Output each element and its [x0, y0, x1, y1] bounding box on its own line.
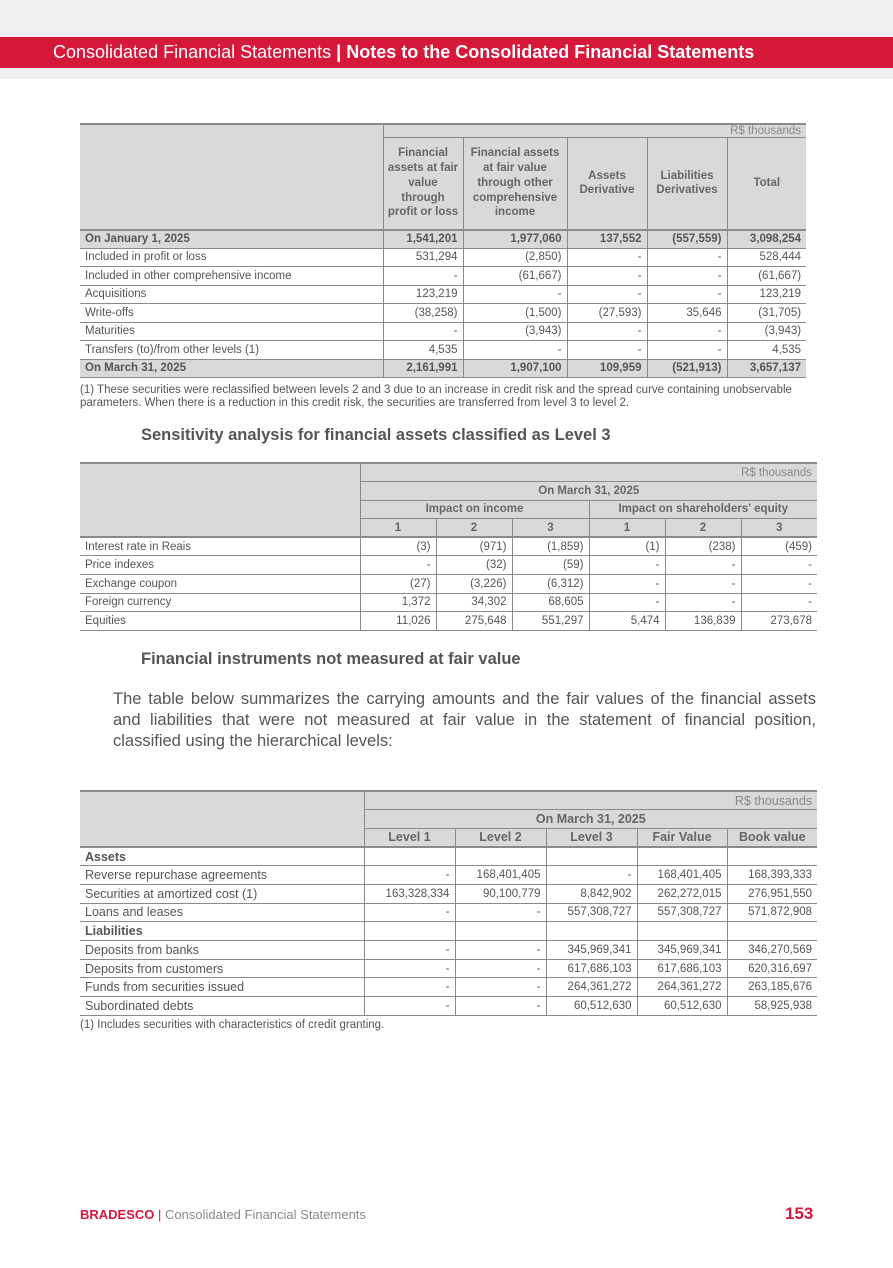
- table-corner: [80, 124, 383, 230]
- row-label: Assets: [80, 847, 364, 866]
- unit-label: R$ thousands: [383, 124, 806, 138]
- cell-value: 168,393,333: [727, 866, 817, 885]
- unit-label: R$ thousands: [364, 791, 817, 810]
- cell-value: -: [360, 556, 436, 575]
- cell-value: (59): [512, 556, 589, 575]
- cell-value: -: [741, 556, 817, 575]
- row-label: Write-offs: [80, 304, 383, 323]
- cell-value: 557,308,727: [546, 903, 637, 922]
- period-header: On March 31, 2025: [364, 810, 817, 829]
- header-separator: |: [331, 42, 347, 62]
- cell-value: -: [647, 248, 727, 267]
- cell-value: 168,401,405: [455, 866, 546, 885]
- cell-value: 163,328,334: [364, 884, 455, 903]
- footer-text: Consolidated Financial Statements: [165, 1207, 366, 1222]
- cell-value: [546, 847, 637, 866]
- sensitivity-table: [80, 462, 817, 631]
- table-row: [80, 537, 817, 556]
- footer-brand: BRADESCO: [80, 1207, 155, 1222]
- header-title: Consolidated Financial Statements: [53, 42, 332, 62]
- cell-value: [727, 922, 817, 941]
- cell-value: -: [647, 341, 727, 360]
- table-row: [80, 304, 806, 323]
- row-label: Deposits from banks: [80, 941, 364, 960]
- table-row: [80, 884, 817, 903]
- column-header: Level 1: [364, 828, 455, 847]
- cell-value: -: [364, 997, 455, 1016]
- table-row: [80, 267, 806, 286]
- cell-value: 276,951,550: [727, 884, 817, 903]
- cell-value: (521,913): [647, 359, 727, 378]
- cell-value: 345,969,341: [546, 941, 637, 960]
- cell-value: (3,943): [727, 322, 806, 341]
- cell-value: [637, 922, 727, 941]
- cell-value: (1): [589, 537, 665, 556]
- cell-value: -: [589, 556, 665, 575]
- table-row: [80, 575, 817, 594]
- cell-value: -: [455, 903, 546, 922]
- row-label: Transfers (to)/from other levels (1): [80, 341, 383, 360]
- period-header: On March 31, 2025: [360, 482, 817, 501]
- table-row: [80, 612, 817, 631]
- cell-value: 1,977,060: [463, 230, 567, 249]
- row-label: On January 1, 2025: [80, 230, 383, 249]
- section-paragraph: The table below summarizes the carrying amounts and the fair values of the financial assets and liabilities that were not measured at fair value in the statement of financial position, classified using the hierarchical levels:: [113, 690, 816, 750]
- row-label: On March 31, 2025: [80, 359, 383, 378]
- table-row: [80, 285, 806, 304]
- column-header: Financial assets at fair value through other comprehensive income: [463, 138, 567, 230]
- row-label: Exchange coupon: [80, 575, 360, 594]
- cell-value: 3,098,254: [727, 230, 806, 249]
- cell-value: (31,705): [727, 304, 806, 323]
- table-row: [80, 903, 817, 922]
- footer-separator: |: [154, 1207, 166, 1222]
- cell-value: -: [567, 248, 647, 267]
- cell-value: -: [364, 941, 455, 960]
- group-header-income: Impact on income: [360, 500, 589, 519]
- table-row: [80, 866, 817, 885]
- cell-value: -: [647, 285, 727, 304]
- cell-value: (61,667): [463, 267, 567, 286]
- row-label: Reverse repurchase agreements: [80, 866, 364, 885]
- cell-value: (6,312): [512, 575, 589, 594]
- cell-value: -: [364, 903, 455, 922]
- cell-value: -: [567, 267, 647, 286]
- cell-value: [455, 922, 546, 941]
- row-label: Liabilities: [80, 922, 364, 941]
- cell-value: 264,361,272: [546, 978, 637, 997]
- table-row: [80, 556, 817, 575]
- scenario-header: 3: [741, 519, 817, 538]
- scenario-header: 2: [436, 519, 512, 538]
- unit-label: R$ thousands: [360, 463, 817, 482]
- cell-value: -: [647, 267, 727, 286]
- footer: [80, 1207, 366, 1222]
- cell-value: 346,270,569: [727, 941, 817, 960]
- section-title: Financial instruments not measured at fair value: [141, 650, 521, 668]
- cell-value: -: [455, 978, 546, 997]
- scenario-header: 1: [360, 519, 436, 538]
- cell-value: -: [589, 575, 665, 594]
- cell-value: -: [364, 866, 455, 885]
- cell-value: (3,943): [463, 322, 567, 341]
- row-label: Securities at amortized cost (1): [80, 884, 364, 903]
- column-header: Level 3: [546, 828, 637, 847]
- table-row: [80, 941, 817, 960]
- page-number: 153: [785, 1204, 814, 1223]
- section-title: Sensitivity analysis for financial assets classified as Level 3: [141, 426, 611, 444]
- row-label: Maturities: [80, 322, 383, 341]
- cell-value: -: [463, 341, 567, 360]
- cell-value: 60,512,630: [637, 997, 727, 1016]
- page-header: [0, 37, 893, 68]
- group-header-equity: Impact on shareholders' equity: [589, 500, 817, 519]
- cell-value: (61,667): [727, 267, 806, 286]
- column-header: Total: [727, 138, 806, 230]
- table1-footnote: (1) These securities were reclassified between levels 2 and 3 due to an increase in credit risk and the spread curve containing unobservable parameters. When there is a reduction in this credit risk, the securities are transferred from level 3 to level 2.: [80, 384, 792, 409]
- table-corner: [80, 791, 364, 847]
- cell-value: 1,907,100: [463, 359, 567, 378]
- cell-value: -: [455, 959, 546, 978]
- cell-value: (557,559): [647, 230, 727, 249]
- cell-value: (238): [665, 537, 741, 556]
- cell-value: (1,859): [512, 537, 589, 556]
- column-header: Level 2: [455, 828, 546, 847]
- cell-value: (3,226): [436, 575, 512, 594]
- cell-value: 528,444: [727, 248, 806, 267]
- cell-value: 136,839: [665, 612, 741, 631]
- column-header: Liabilities Derivatives: [647, 138, 727, 230]
- cell-value: (971): [436, 537, 512, 556]
- row-label: Included in other comprehensive income: [80, 267, 383, 286]
- cell-value: 1,541,201: [383, 230, 463, 249]
- cell-value: (459): [741, 537, 817, 556]
- cell-value: 571,872,908: [727, 903, 817, 922]
- cell-value: 557,308,727: [637, 903, 727, 922]
- cell-value: [364, 847, 455, 866]
- cell-value: (32): [436, 556, 512, 575]
- cell-value: 35,646: [647, 304, 727, 323]
- cell-value: 11,026: [360, 612, 436, 631]
- table-row: [80, 922, 817, 941]
- cell-value: (3): [360, 537, 436, 556]
- cell-value: 123,219: [727, 285, 806, 304]
- cell-value: -: [455, 997, 546, 1016]
- cell-value: 262,272,015: [637, 884, 727, 903]
- cell-value: 90,100,779: [455, 884, 546, 903]
- cell-value: -: [364, 959, 455, 978]
- cell-value: -: [364, 978, 455, 997]
- cell-value: 617,686,103: [546, 959, 637, 978]
- table-row: [80, 978, 817, 997]
- row-label: Acquisitions: [80, 285, 383, 304]
- cell-value: -: [665, 593, 741, 612]
- table-row: [80, 230, 806, 249]
- cell-value: 68,605: [512, 593, 589, 612]
- cell-value: 2,161,991: [383, 359, 463, 378]
- cell-value: -: [383, 267, 463, 286]
- header-subtitle: Notes to the Consolidated Financial Statements: [346, 42, 755, 62]
- cell-value: 4,535: [727, 341, 806, 360]
- row-label: Price indexes: [80, 556, 360, 575]
- cell-value: -: [665, 556, 741, 575]
- cell-value: [364, 922, 455, 941]
- row-label: Included in profit or loss: [80, 248, 383, 267]
- table-row: [80, 847, 817, 866]
- row-label: Equities: [80, 612, 360, 631]
- row-label: Loans and leases: [80, 903, 364, 922]
- table-row: [80, 341, 806, 360]
- cell-value: [455, 847, 546, 866]
- cell-value: [637, 847, 727, 866]
- cell-value: -: [463, 285, 567, 304]
- row-label: Subordinated debts: [80, 997, 364, 1016]
- table-row: [80, 997, 817, 1016]
- table3-footnote: (1) Includes securities with characteristics of credit granting.: [80, 1019, 385, 1031]
- row-label: Interest rate in Reais: [80, 537, 360, 556]
- cell-value: 4,535: [383, 341, 463, 360]
- cell-value: 34,302: [436, 593, 512, 612]
- column-header: Fair Value: [637, 828, 727, 847]
- cell-value: 263,185,676: [727, 978, 817, 997]
- cell-value: -: [383, 322, 463, 341]
- row-label: Foreign currency: [80, 593, 360, 612]
- cell-value: -: [546, 866, 637, 885]
- cell-value: 275,648: [436, 612, 512, 631]
- cell-value: -: [589, 593, 665, 612]
- scenario-header: 3: [512, 519, 589, 538]
- cell-value: 109,959: [567, 359, 647, 378]
- header-band: [0, 68, 893, 79]
- cell-value: 551,297: [512, 612, 589, 631]
- cell-value: -: [741, 575, 817, 594]
- top-band: [0, 0, 893, 37]
- cell-value: 264,361,272: [637, 978, 727, 997]
- cell-value: 123,219: [383, 285, 463, 304]
- row-label: Funds from securities issued: [80, 978, 364, 997]
- row-label: Deposits from customers: [80, 959, 364, 978]
- cell-value: [546, 922, 637, 941]
- cell-value: 273,678: [741, 612, 817, 631]
- cell-value: (27,593): [567, 304, 647, 323]
- cell-value: (2,850): [463, 248, 567, 267]
- cell-value: (1,500): [463, 304, 567, 323]
- cell-value: 8,842,902: [546, 884, 637, 903]
- scenario-header: 1: [589, 519, 665, 538]
- cell-value: 617,686,103: [637, 959, 727, 978]
- column-header: Book value: [727, 828, 817, 847]
- cell-value: (38,258): [383, 304, 463, 323]
- table-row: [80, 248, 806, 267]
- table-row: [80, 959, 817, 978]
- cell-value: 531,294: [383, 248, 463, 267]
- cell-value: (27): [360, 575, 436, 594]
- level3-movement-table: [80, 123, 806, 378]
- cell-value: -: [455, 941, 546, 960]
- cell-value: -: [741, 593, 817, 612]
- cell-value: 5,474: [589, 612, 665, 631]
- cell-value: 1,372: [360, 593, 436, 612]
- cell-value: 137,552: [567, 230, 647, 249]
- column-header: Assets Derivative: [567, 138, 647, 230]
- cell-value: -: [647, 322, 727, 341]
- table-row: [80, 359, 806, 378]
- cell-value: 3,657,137: [727, 359, 806, 378]
- cell-value: 168,401,405: [637, 866, 727, 885]
- cell-value: 345,969,341: [637, 941, 727, 960]
- fair-value-table: [80, 790, 817, 1016]
- cell-value: -: [567, 341, 647, 360]
- cell-value: [727, 847, 817, 866]
- cell-value: -: [567, 285, 647, 304]
- table-corner: [80, 463, 360, 537]
- cell-value: -: [665, 575, 741, 594]
- cell-value: 60,512,630: [546, 997, 637, 1016]
- column-header: Financial assets at fair value through profit or loss: [383, 138, 463, 230]
- cell-value: 620,316,697: [727, 959, 817, 978]
- cell-value: -: [567, 322, 647, 341]
- table-row: [80, 322, 806, 341]
- scenario-header: 2: [665, 519, 741, 538]
- cell-value: 58,925,938: [727, 997, 817, 1016]
- table-row: [80, 593, 817, 612]
